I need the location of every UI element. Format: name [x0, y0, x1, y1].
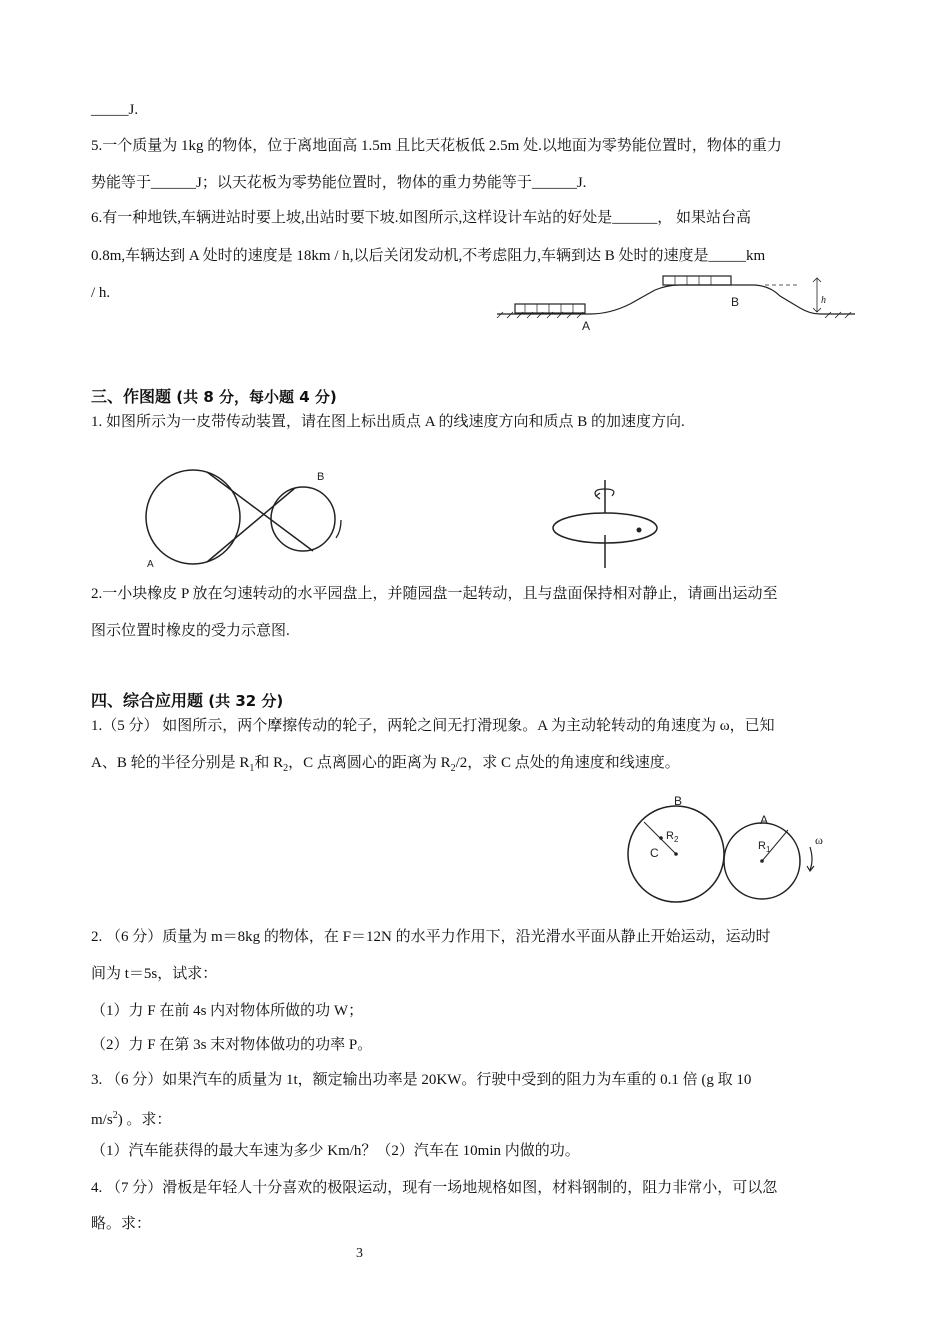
- subway-fig-label-a: A: [582, 319, 591, 333]
- s4-q3-line2: $m/s^2$) 。求：: [91, 1110, 172, 1128]
- wheel-label-c: C: [650, 846, 659, 860]
- q5-line1: 5.一个质量为 1kg 的物体，位于离地面高 1.5m 且比天花板低 2.5m 处.以地面为零势能位置时，物体的重力: [91, 138, 782, 154]
- subway-fig-label-b: B: [731, 295, 740, 309]
- section4-heading: [91, 691, 283, 711]
- page-number: 3: [356, 1246, 363, 1261]
- svg-text:R1: $R_1$: [758, 840, 771, 854]
- svg-text:R2: $R_2$: [666, 830, 679, 844]
- s4-q1-line1: 1.（5 分） 如图所示，两个摩擦传动的轮子，两轮之间无打滑现象。A 为主动轮转动的角速度为 ω，已知: [91, 718, 775, 734]
- belt-drive-figure: [145, 465, 355, 570]
- s4-q4-line2: 略。求：: [91, 1216, 152, 1232]
- belt-fig-label-b: B: [317, 471, 325, 483]
- subway-slope-figure: [495, 270, 860, 335]
- q6-line2: 0.8m,车辆达到 A 处时的速度是 18km / h,以后关闭发动机,不考虑阻力,车辆到达 B 处时的速度是_____km: [91, 248, 766, 264]
- q4-tail: _____J.: [91, 102, 139, 118]
- s4-q3-sub: （1）汽车能获得的最大车速为多少 Km/h？（2）汽车在 10min 内做的功。: [91, 1143, 580, 1159]
- q6-line1: 6.有一种地铁,车辆进站时要上坡,出站时要下坡.如图所示,这样设计车站的好处是______， 如果站台高: [91, 210, 752, 226]
- subway-fig-label-h: h: [821, 295, 826, 306]
- section3-note: (共 8 分，每小题 4 分): [171, 388, 337, 406]
- s4-q2-line1: 2. （6 分）质量为 m＝8kg 的物体，在 F＝12N 的水平力作用下，沿光滑水平面从静止开始运动，运动时: [91, 929, 771, 945]
- q6-line3: / h.: [91, 285, 111, 301]
- friction-wheels-figure: [622, 792, 837, 904]
- s4-q3-line1: 3. （6 分）如果汽车的质量为 1t，额定输出功率是 20KW。行驶中受到的阻力为车重的 0.1 倍 (g 取 10: [91, 1072, 752, 1088]
- wheel-label-a: A: [760, 813, 769, 827]
- wheel-label-r2: R: [666, 830, 674, 842]
- rubber-p-dot: [637, 528, 642, 533]
- s4-q1-line2: A、B 轮的半径分别是 $R_1$和 $R_2$，C 点离圆心的距离为 $R_2/2$，求 C 点处的角速度和线速度。: [91, 755, 680, 774]
- s4-q2-sub1: （1）力 F 在前 4s 内对物体所做的功 W；: [91, 1003, 364, 1019]
- s3-q1: 1. 如图所示为一皮带传动装置，请在图上标出质点 A 的线速度方向和质点 B 的加速度方向.: [91, 414, 685, 430]
- rotating-disk-figure: [548, 478, 663, 570]
- wheel-label-r1: R: [758, 840, 766, 852]
- section4-title: 四、综合应用题: [91, 691, 204, 710]
- s3-q2-line2: 图示位置时橡皮的受力示意图.: [91, 623, 290, 639]
- q5-line2: 势能等于______J；以天花板为零势能位置时，物体的重力势能等于______J.: [91, 175, 587, 191]
- s4-q2-sub2: （2）力 F 在第 3s 末对物体做功的功率 P。: [91, 1037, 373, 1053]
- wheel-label-b: B: [674, 794, 683, 808]
- section3-title: 三、作图题: [91, 387, 172, 406]
- s4-q4-line1: 4. （7 分）滑板是年轻人十分喜欢的极限运动，现有一场地规格如图，材料钢制的，阻力非常小，可以忽: [91, 1180, 778, 1196]
- belt-fig-label-a: A: [147, 559, 154, 570]
- s4-q2-line2: 间为 t＝5s，试求：: [91, 966, 218, 982]
- section3-heading: [91, 387, 337, 407]
- wheel-label-omega: ω: [815, 833, 823, 847]
- section4-note: (共 32 分): [203, 692, 284, 710]
- s3-q2-line1: 2.一小块橡皮 P 放在匀速转动的水平园盘上，并随园盘一起转动，且与盘面保持相对静止，请画出运动至: [91, 586, 778, 602]
